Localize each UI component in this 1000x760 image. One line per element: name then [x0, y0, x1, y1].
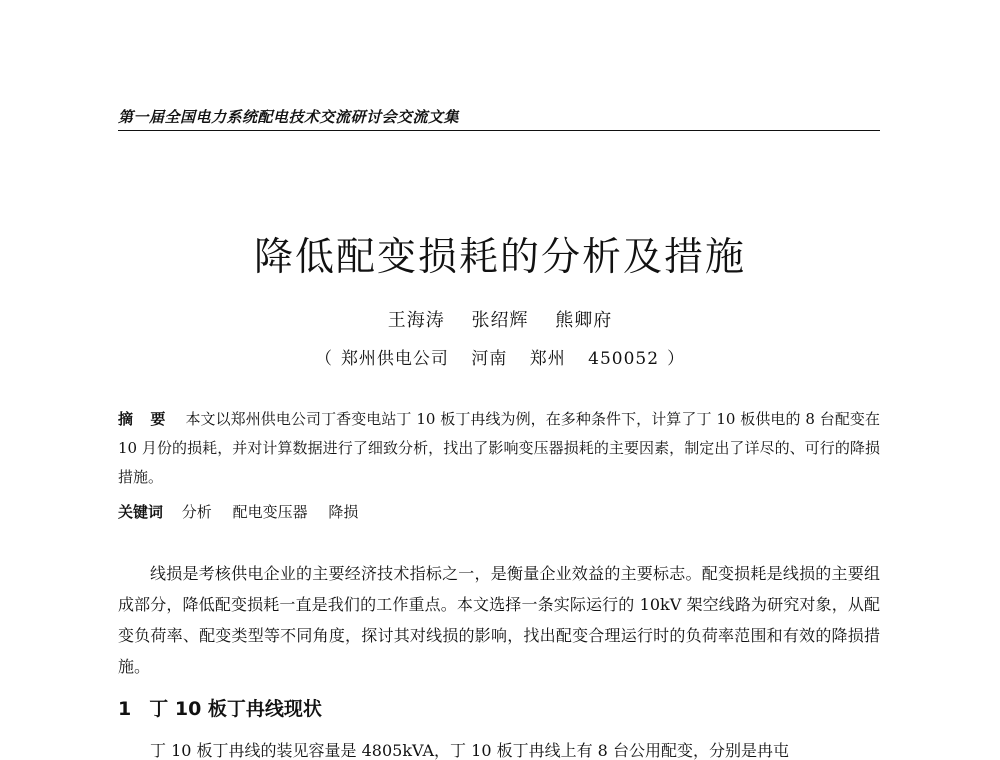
section-title: 丁 10 板丁冉线现状 — [149, 698, 322, 720]
affiliation-province: 河南 — [471, 349, 508, 369]
keyword: 分析 — [181, 503, 212, 521]
author-name: 王海涛 — [387, 310, 445, 331]
affiliation-city: 郑州 — [529, 349, 566, 369]
intro-paragraph: 线损是考核供电企业的主要经济技术指标之一，是衡量企业效益的主要标志。配变损耗是线损的主要组成部分，降低配变损耗一直是我们的工作重点。本文选择一条实际运行的 10kV 架空线路为研究对象，从配变负荷率、配变类型等不同角度，探讨其对线损的影响，找出配变合理运行时的负荷率范围和有效的降损措施。 — [118, 564, 880, 676]
running-header: 第一届全国电力系统配电技术交流研讨会交流文集 — [118, 108, 460, 126]
keyword: 配电变压器 — [232, 503, 308, 521]
header-rule — [118, 130, 880, 131]
abstract-text: 本文以郑州供电公司丁香变电站丁 10 板丁冉线为例，在多种条件下，计算了丁 10 板供电的 8 台配变在 10 月份的损耗，并对计算数据进行了细致分析，找出了影响变压器损耗的主要因素，制定出了详尽的、可行的降损措施。 — [118, 410, 880, 486]
affiliation-open-paren: （ — [314, 349, 333, 369]
keywords-label: 关键词 — [118, 503, 164, 521]
affiliation-org: 郑州供电公司 — [340, 349, 449, 369]
abstract-label: 摘 要 — [118, 410, 172, 428]
abstract — [118, 405, 880, 492]
affiliation-close-paren: ） — [667, 349, 686, 369]
affiliation — [0, 344, 1000, 369]
section-body-first-line: 丁 10 板丁冉线的装见容量是 4805kVA，丁 10 板丁冉线上有 8 台公用配变，分别是冉屯 — [150, 741, 789, 760]
author-name: 熊卿府 — [555, 310, 613, 331]
affiliation-postcode: 450052 — [588, 349, 660, 369]
section-number: 1 — [118, 698, 132, 720]
section-heading — [118, 694, 322, 721]
paper-title: 降低配变损耗的分析及措施 — [253, 235, 746, 280]
keyword: 降损 — [328, 503, 359, 521]
author-list — [0, 306, 1000, 332]
author-name: 张绍辉 — [471, 310, 529, 331]
keywords — [118, 498, 374, 527]
